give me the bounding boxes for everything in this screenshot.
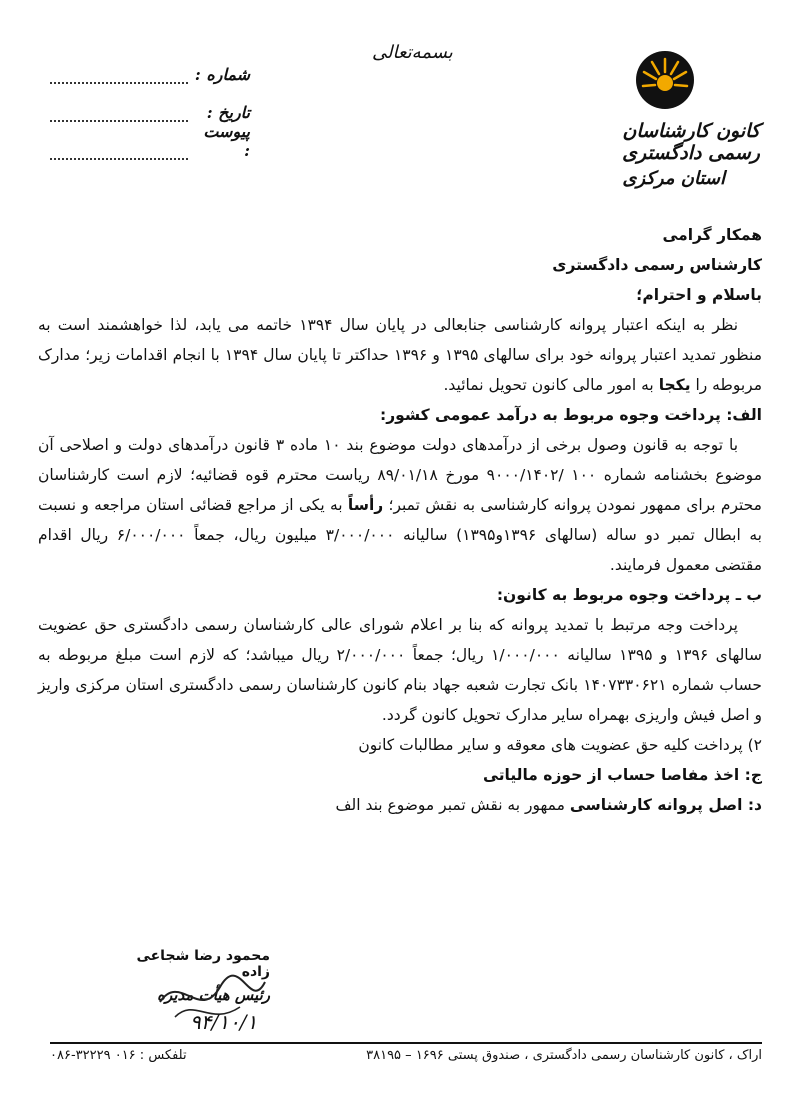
section-a-title: الف: پرداخت وجوه مربوط به درآمد عمومی کشور: [380,406,762,424]
letter-meta [50,46,250,160]
intro-emphasis: یکجا [658,376,691,394]
letter-body [38,220,762,820]
section-a-text-1: با توجه به قانون وصول برخی از درآمدهای دولت موضوع بند ۱۰ ماده ۳ قانون درآمدهای دولت و اصلاحی آن موضوع بخشنامه شماره ۱۰۰ /۹۰۰۰/۱۴۰۲ مورخ ۸۹/۰۱/۱۸ ریاست محترم قوه قضائیه؛ لازم است کارشناسان محترم برای ممهور نمودن پروانه کارشناسی به نقش تمبر؛ [38,436,762,514]
letter-date-blank [50,106,188,122]
footer-address: اراک ، کانون کارشناسان رسمی دادگستری ، صندوق پستی ۱۶۹۶ – ۳۸۱۹۵ [366,1048,762,1063]
section-b-item-2: ۲) پرداخت کلیه حق عضویت های معوقه و سایر مطالبات کانون [358,736,762,754]
section-c-title: ج: اخذ مفاصا حساب از حوزه مالیاتی [483,766,762,784]
salutation-line-2: کارشناس رسمی دادگستری [552,256,762,274]
footer-divider [50,1042,762,1044]
footer-phone: تلفکس : ۰۱۶ ۳۲۲۲۹-۰۸۶ [50,1048,187,1063]
letter-date-label: تاریخ : [206,103,250,122]
section-a-emphasis: رأساً [347,496,384,514]
letter-number-blank [50,68,188,84]
section-b-paragraph: پرداخت وجه مرتبط با تمدید پروانه که بنا بر اعلام شورای عالی کارشناسان رسمی دادگستری حق عضویت سالهای ۱۳۹۶ و ۱۳۹۵ سالیانه ۱/۰۰۰/۰۰۰ ریال؛ جمعاً ۲/۰۰۰/۰۰۰ ریال میباشد؛ که لازم است مبلغ مربوطه به حساب شماره ۱۴۰۷۳۳۰۶۲۱ بانک تجارت شعبه جهاد بنام کانون کارشناسان رسمی دادگستری استان مرکزی واریز و اصل فیش واریزی بهمراه سایر مدارک تحویل کانون گردد. [38,616,763,724]
section-d-title: د: اصل پروانه کارشناسی [569,796,762,814]
letter-attachment-field [50,122,250,160]
section-a-text-2: به یکی از مراجع قضائی استان مراجعه و نسبت به ابطال تمبر دو ساله (سالهای ۱۳۹۶و۱۳۹۵) سالیانه ۳/۰۰۰/۰۰۰ میلیون ریال، جمعاً ۶/۰۰۰/۰۰۰ ریال اقدام مقتضی معمول فرمایند. [38,496,762,574]
organization-logo [635,50,695,110]
intro-paragraph [38,310,762,400]
letter-number-label: شماره : [194,65,250,84]
salutation-line-3: باسلام و احترام؛ [636,286,762,304]
letter-date-field [50,84,250,122]
organization-province: استان مرکزی [622,168,725,189]
salutation-line-1: همکار گرامی [662,226,762,244]
letter-attachment-blank [50,144,188,160]
bismillah-heading: بسمه‌تعالی [372,42,453,63]
signatory-title: رئیس هیأت مدیره [157,986,270,1004]
organization-name: کانون کارشناسان رسمی دادگستری [622,120,760,164]
letter-attachment-label: پیوست : [203,122,250,160]
section-a-paragraph [38,430,762,580]
section-d-text: ممهور به نقش تمبر موضوع بند الف [335,796,565,814]
section-d-line [38,790,762,820]
letter-footer [50,1048,762,1063]
handwritten-date: ۹۴/۱۰/۱ [190,1010,258,1034]
intro-text-1: نظر به اینکه اعتبار پروانه کارشناسی جنابعالی در پایان سال ۱۳۹۴ خاتمه می یابد، لذا خواهشمند است به منظور تمدید اعتبار پروانه خود برای سالهای ۱۳۹۵ و ۱۳۹۶ حداکتر تا پایان سال ۱۳۹۴ با انجام اقدامات زیر؛ مدارک مربوطه را [38,316,762,394]
signatory-name: محمود رضا شجاعی زاده [136,948,270,980]
intro-text-2: به امور مالی کانون تحویل نمائید. [443,376,654,394]
letter-number-field [50,46,250,84]
section-b-title: ب ـ پرداخت وجوه مربوط به کانون: [496,586,762,604]
